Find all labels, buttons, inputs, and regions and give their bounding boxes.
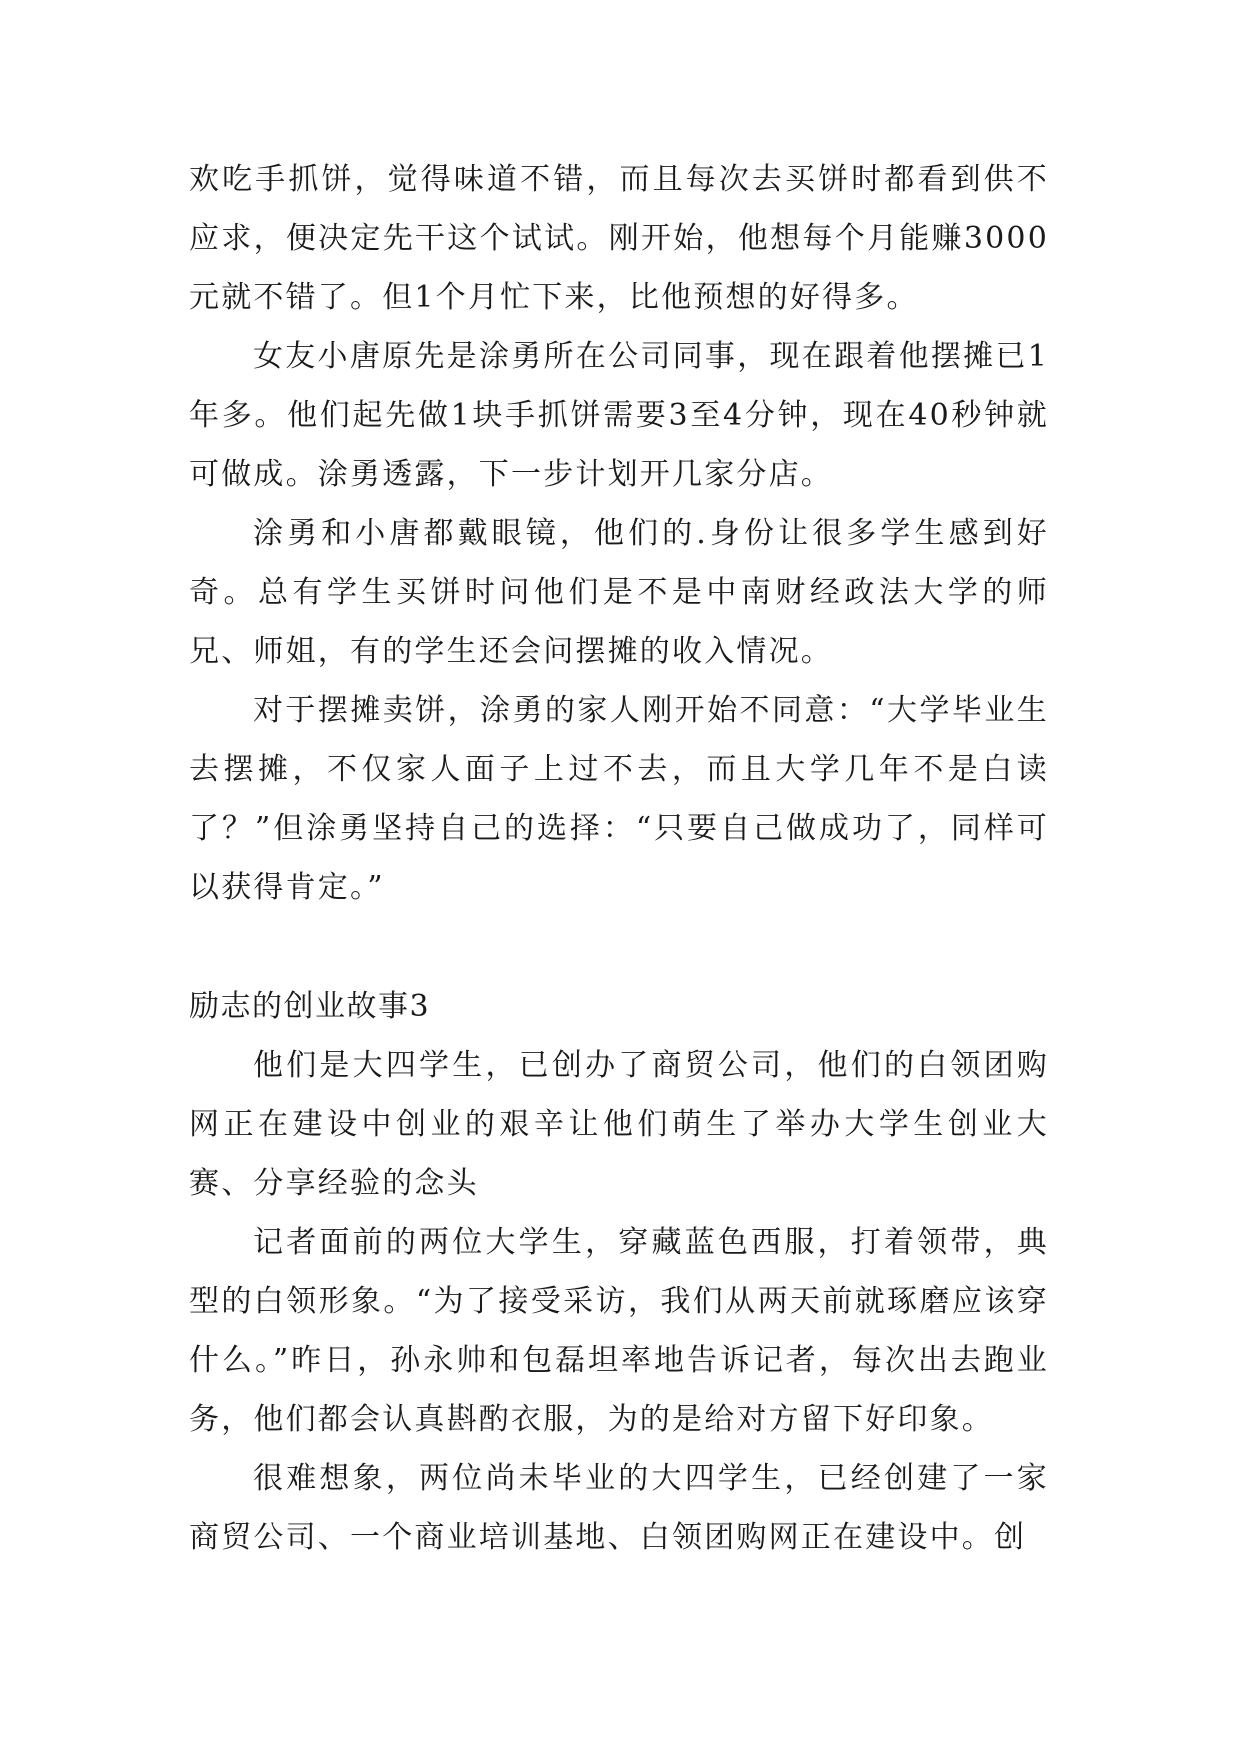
paragraph: 女友小唐原先是涂勇所在公司同事，现在跟着他摆摊已1年多。他们起先做1块手抓饼需要3至4分钟，现在40秒钟就可做成。涂勇透露，下一步计划开几家分店。	[189, 339, 1049, 492]
paragraph: 涂勇和小唐都戴眼镜，他们的.身份让很多学生感到好奇。总有学生买饼时问他们是不是中南财经政法大学的师兄、师姐，有的学生还会问摆摊的收入情况。	[189, 516, 1049, 669]
paragraph: 欢吃手抓饼，觉得味道不错，而且每次去买饼时都看到供不应求，便决定先干这个试试。刚开始，他想每个月能赚3000元就不错了。但1个月忙下来，比他预想的好得多。	[189, 162, 1049, 315]
paragraph: 对于摆摊卖饼，涂勇的家人刚开始不同意：“大学毕业生去摆摊，不仅家人面子上过不去，而且大学几年不是白读了？”但涂勇坚持自己的选择：“只要自己做成功了，同样可以获得肯定。”	[189, 693, 1049, 905]
paragraph: 记者面前的两位大学生，穿藏蓝色西服，打着领带，典型的白领形象。“为了接受采访，我们从两天前就琢磨应该穿什么。”昨日，孙永帅和包磊坦率地告诉记者，每次出去跑业务，他们都会认真斟酌衣服，为的是给对方留下好印象。	[189, 1225, 1049, 1437]
section-heading: 励志的创业故事3	[189, 989, 431, 1024]
document-body	[189, 150, 1049, 1567]
paragraph: 很难想象，两位尚未毕业的大四学生，已经创建了一家商贸公司、一个商业培训基地、白领团购网正在建设中。创	[189, 1461, 1049, 1555]
paragraph: 他们是大四学生，已创办了商贸公司，他们的白领团购网正在建设中创业的艰辛让他们萌生了举办大学生创业大赛、分享经验的念头	[189, 1048, 1049, 1201]
